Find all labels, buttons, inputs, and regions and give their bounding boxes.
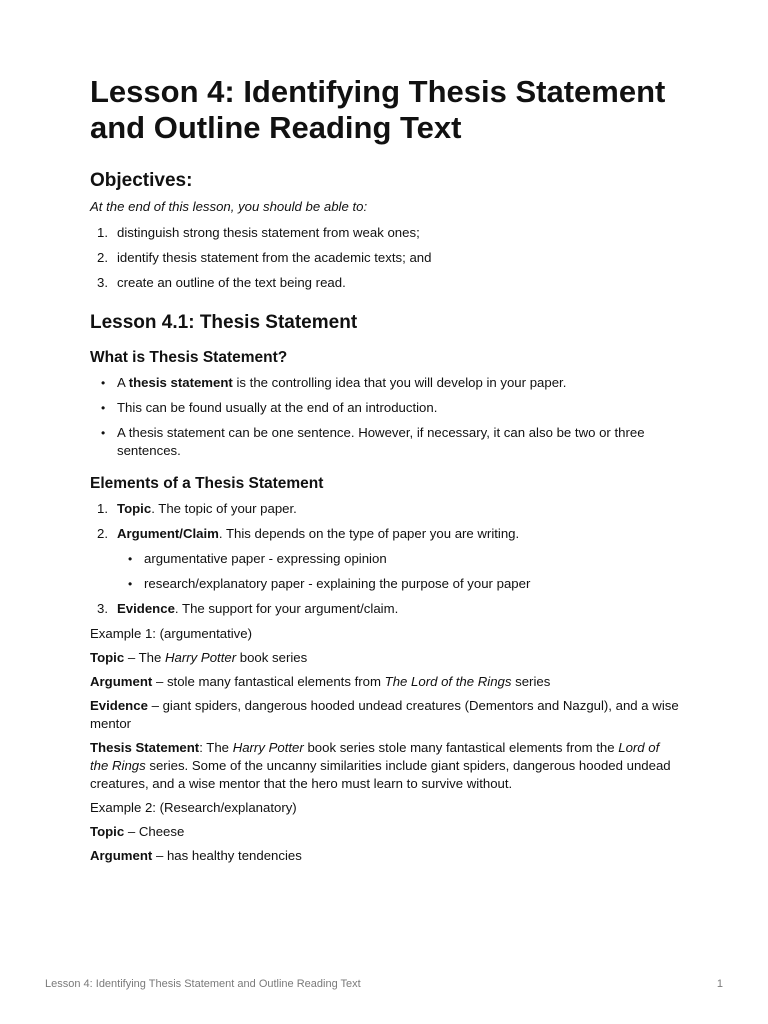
page-number: 1 (716, 978, 723, 990)
elements-list (90, 500, 680, 618)
example-1-argument: Argument – stole many fantastical elements from The Lord of the Rings series (90, 674, 551, 689)
page-footer (45, 978, 723, 990)
example-2-argument: Argument – has healthy tendencies (90, 848, 302, 863)
objectives-list (90, 224, 680, 292)
list-item: 3. Evidence. The support for your argument/claim. (97, 601, 399, 616)
list-item: • A thesis statement can be one sentence. However, if necessary, it can also be two or three sentences. (90, 424, 680, 460)
example-1-evidence: Evidence – giant spiders, dangerous hooded undead creatures (Dementors and Nazgul), and a wise mentor (90, 698, 679, 731)
subheading-elements: Elements of a Thesis Statement (90, 475, 324, 492)
example-2-label: Example 2: (Research/explanatory) (90, 800, 297, 815)
list-item: 1. Topic. The topic of your paper. (97, 501, 297, 516)
subheading-what-is-thesis: What is Thesis Statement? (90, 349, 288, 366)
list-item: 2. identify thesis statement from the academic texts; and (97, 250, 432, 265)
argument-types-list (117, 550, 680, 593)
example-1-thesis-statement: Thesis Statement: The Harry Potter book series stole many fantastical elements from the Lord of the Rings series. Some of the uncanny similarities include giant spiders, dangerous hooded undead creatures, and a wise mentor that the hero must learn to survive without. (90, 740, 671, 791)
thesis-definition-list (90, 374, 680, 460)
section-heading-lesson-4-1: Lesson 4.1: Thesis Statement (90, 312, 358, 333)
list-item: 2. Argument/Claim. This depends on the type of paper you are writing. • argumentative paper - expressing opinion • research/explanatory paper - explaining the purpose of your paper (90, 525, 680, 593)
list-item: 1. distinguish strong thesis statement from weak ones; (97, 225, 420, 240)
objectives-heading: Objectives: (90, 170, 193, 191)
list-item: • argumentative paper - expressing opinion (117, 550, 680, 568)
document-page (90, 74, 680, 871)
example-1-topic: Topic – The Harry Potter book series (90, 650, 308, 665)
example-1-label: Example 1: (argumentative) (90, 626, 252, 641)
page-title: Lesson 4: Identifying Thesis Statement and Outline Reading Text (90, 74, 666, 145)
list-item: • research/explanatory paper - explaining the purpose of your paper (117, 575, 680, 593)
list-item: • A thesis statement is the controlling idea that you will develop in your paper. (90, 374, 680, 392)
list-item: 3. create an outline of the text being read. (97, 275, 346, 290)
footer-title: Lesson 4: Identifying Thesis Statement and Outline Reading Text (45, 978, 361, 990)
list-item: • This can be found usually at the end of an introduction. (90, 399, 680, 417)
example-2-topic: Topic – Cheese (90, 824, 185, 839)
objectives-intro: At the end of this lesson, you should be able to: (90, 199, 368, 214)
